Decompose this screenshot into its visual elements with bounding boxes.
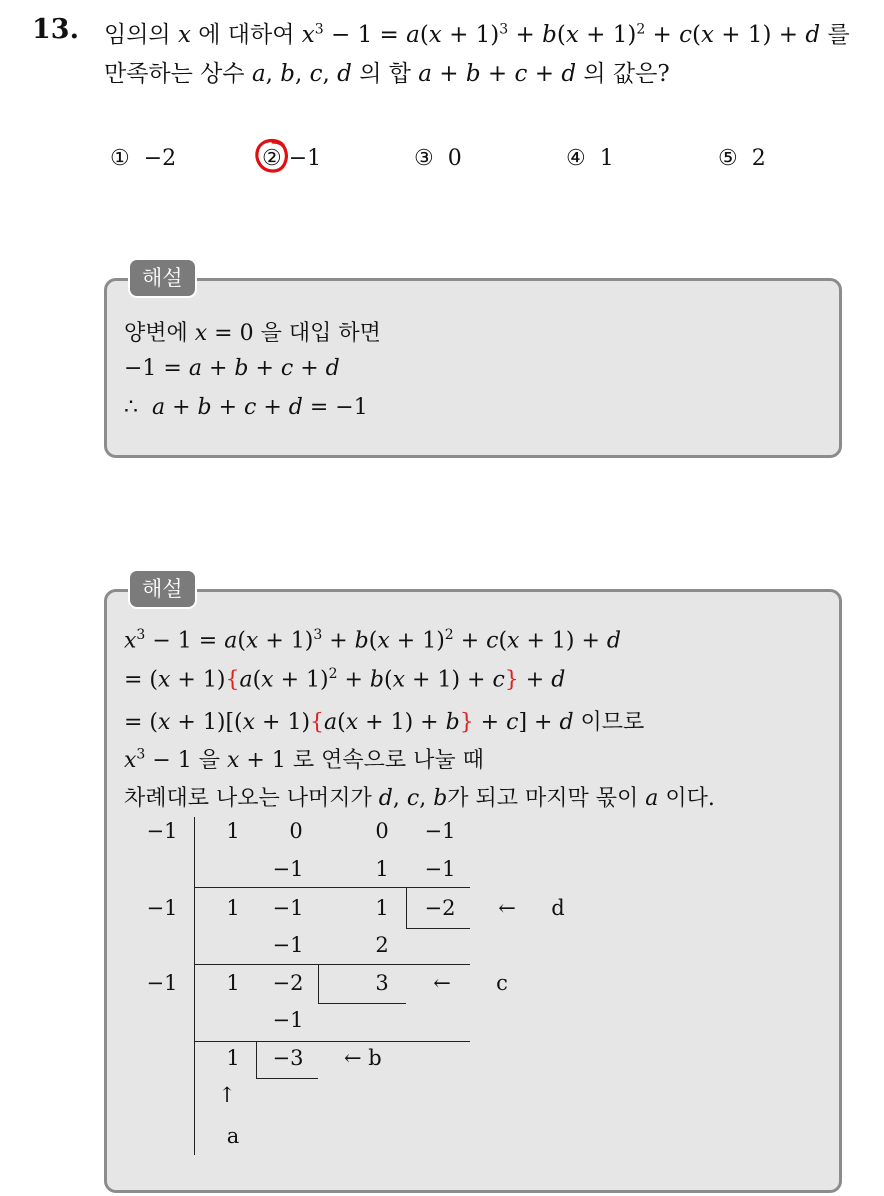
remainder-box-d [406,888,407,928]
cell: 1 [226,971,240,995]
arrow-left-icon: ← [498,896,516,920]
remainder-box-b-bottom [256,1078,318,1079]
division-rule-3 [194,1041,470,1042]
label-c: c [496,971,508,995]
divisor-1: −1 [146,819,178,843]
divisor-2: −1 [146,896,178,920]
arrow-up-icon: ↑ [218,1083,236,1107]
divisor-3: −1 [146,971,178,995]
cell: 2 [375,933,389,957]
option-5[interactable]: ⑤ 2 [718,146,766,171]
cell: 1 [375,857,389,881]
remainder-box-d-bottom [406,928,470,929]
label-a: a [226,1124,240,1148]
cell: 1 [226,1046,240,1070]
solution-tab-1: 해설 [128,258,197,298]
cell: −1 [424,857,456,881]
division-rule-1 [194,887,470,888]
solution2-line-2: = $(x + 1)\{a(x + 1)^2 + b(x + 1) + c\} + d$ [124,666,566,693]
label-d: d [551,896,565,920]
cell: −1 [424,819,456,843]
label-b-group [344,1046,382,1070]
division-vertical-rule [194,817,195,1155]
selection-circle-icon [253,137,291,175]
question-number: 13. [32,14,79,45]
arrow-left-icon: ← [433,971,451,995]
arrow-left-icon: ← [344,1046,362,1070]
cell: 0 [289,819,303,843]
option-1[interactable]: ① −2 [110,146,177,171]
option-2[interactable]: ② −1 [262,146,322,171]
label-b: b [368,1046,382,1070]
cell: −1 [272,896,304,920]
option-3[interactable]: ③ 0 [414,146,462,171]
remainder-box-b [256,1042,257,1078]
solution-tab-2: 해설 [128,569,197,609]
cell: 0 [375,819,389,843]
remainder-box-c [318,965,319,1003]
cell: 1 [375,896,389,920]
cell: −1 [272,933,304,957]
solution2-line-5: 차례대로 나오는 나머지가 d, c, b가 되고 마지막 몫이 a 이다. [124,786,715,811]
solution2-line-1: $x^3 - 1 = a(x + 1)^3 + b(x + 1)^2 + c(x + 1) + d$ [124,627,621,654]
cell: −1 [272,857,304,881]
solution1-line-2: −1 = a + b + c + d [124,356,340,381]
solution1-line-1: 양변에 x = 0 을 대입 하면 [124,321,381,346]
cell: −1 [272,1008,304,1032]
solution2-line-4: $x^3 - 1$ 을 x + 1 로 연속으로 나눌 때 [124,746,484,773]
division-rule-2 [194,964,470,965]
cell: −2 [424,896,456,920]
cell: 3 [375,971,389,995]
cell: −3 [272,1046,304,1070]
solution2-line-3: = (x + 1)[(x + 1){a(x + 1) + b} + c] + d 이므로 [124,710,645,735]
remainder-box-c-bottom [318,1003,406,1004]
cell: −2 [272,971,304,995]
solution1-line-3: ∴ a + b + c + d = −1 [124,395,368,420]
question-line-1: 임의의 x 에 대하여 $x^3 - 1 = a(x + 1)^3 + b(x + 1)^2 + c(x + 1) + d$ 를 [104,21,850,48]
question-line-2: 만족하는 상수 a, b, c, d 의 합 a + b + c + d 의 값은? [104,61,670,87]
cell: 1 [226,819,240,843]
option-4[interactable]: ④ 1 [566,146,614,171]
cell: 1 [226,896,240,920]
